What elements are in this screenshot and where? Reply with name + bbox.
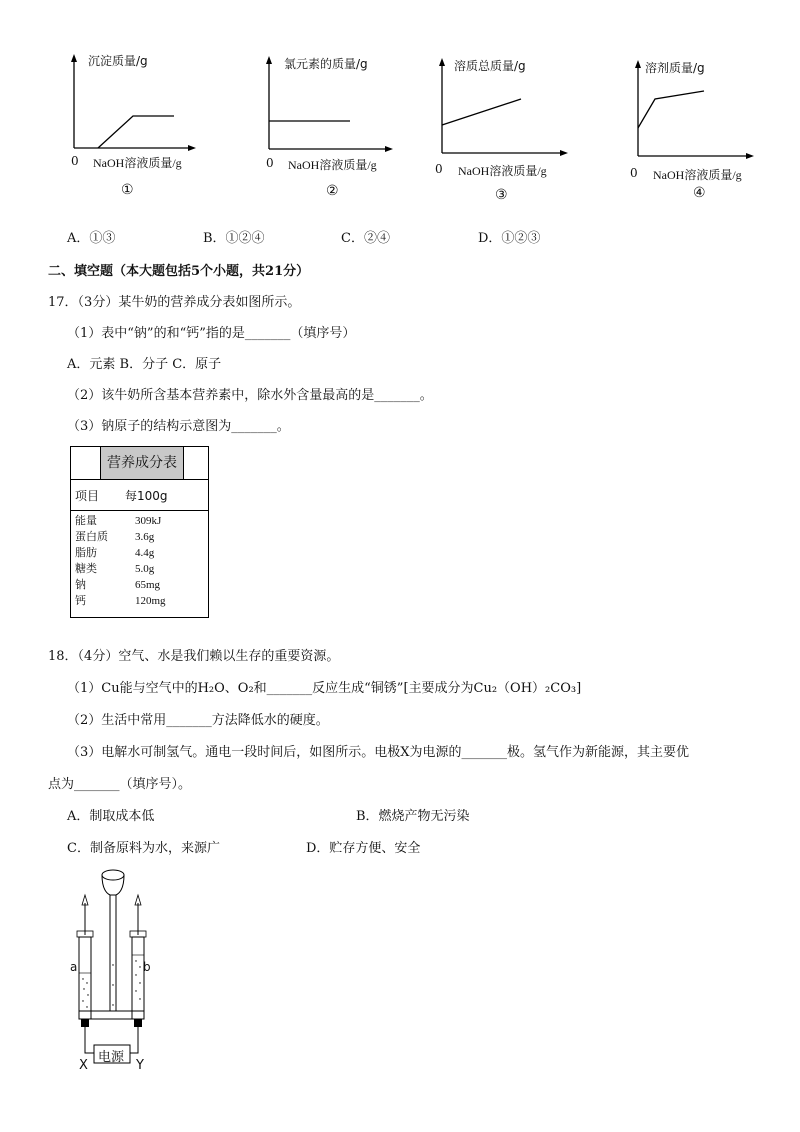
apparatus-power-label: 电源 [98,1050,125,1065]
q18-part-1: （1）Cu能与空气中的H₂O、O₂和_______反应生成“铜锈”[主要成分为Cu₂（OH）₂CO₃] [67,681,582,696]
graph-1-axes [60,50,210,200]
divider [71,479,208,480]
divider [71,510,208,511]
q18-part-2: （2）生活中常用_______方法降低水的硬度。 [67,713,329,728]
graph-4-ylabel: 溶剂质量/g [645,61,705,75]
apparatus-label-y: Y [136,1058,144,1073]
graph-2-origin: 0 [266,156,274,170]
q16-option-d: D．①②③ [478,231,541,246]
q18-option-b: B．燃烧产物无污染 [356,809,470,824]
q17-part-3: （3）钠原子的结构示意图为_______。 [67,419,290,434]
graph-1-origin: 0 [71,154,79,168]
q18-part-3a: （3）电解水可制氢气。通电一段时间后，如图所示。电极X为电源的_______极。氢气作为新能源，其主要优 [67,745,690,760]
graph-1-xlabel: NaOH溶液质量/g [93,156,182,170]
graph-4-xlabel: NaOH溶液质量/g [653,168,742,182]
q18-part-3b: 点为_______（填序号）。 [48,777,192,792]
graph-3-number: ③ [495,187,508,203]
q17-stem: 17．（3分）某牛奶的营养成分表如图所示。 [48,295,301,310]
graph-3-xlabel: NaOH溶液质量/g [458,164,547,178]
section-2-title: 二、填空题（本大题包括5个小题，共21分） [48,264,310,279]
apparatus-label-x: X [79,1058,88,1073]
q16-option-a: A．①③ [67,231,116,246]
graph-2-axes [255,50,405,200]
graph-2-ylabel: 氯元素的质量/g [284,57,368,71]
graph-3-ylabel: 溶质总质量/g [454,59,526,73]
q16-option-b: B．①②④ [203,231,265,246]
graph-1 [60,50,210,200]
q17-part-2: （2）该牛奶所含基本营养素中，除水外含量最高的是_______。 [67,388,433,403]
graph-3-origin: 0 [435,162,443,176]
nutrition-head-per: 每100g [125,489,168,503]
graph-2-number: ② [326,183,339,199]
graph-1-number: ① [121,182,134,198]
q18-option-a: A．制取成本低 [67,809,155,824]
graph-1-ylabel: 沉淀质量/g [88,54,148,68]
graph-4-number: ④ [693,185,706,201]
q17-part-1: （1）表中“钠”的和“钙”指的是_______（填序号） [67,326,356,341]
apparatus-label-a: a [70,960,78,974]
q18-stem: 18．（4分）空气、水是我们赖以生存的重要资源。 [48,649,340,664]
q18-option-d: D．贮存方便、安全 [306,841,421,856]
electrolysis-apparatus [60,865,180,1075]
apparatus-label-b: b [143,960,151,974]
nutrition-table: 营养成分表 项目 每100g 能量 309kJ 蛋白质 3.6g 脂肪 4.4g 糖类 5.0g 钠 65mg 钙 120mg [70,446,209,618]
q18-option-c: C．制备原料为水，来源广 [67,841,220,856]
graph-4 [624,54,774,204]
q17-part-1-options: A．元素 B．分子 C．原子 [67,357,222,372]
graph-2 [255,50,405,200]
graph-3-axes [428,52,578,202]
graph-3 [428,52,578,202]
graph-2-xlabel: NaOH溶液质量/g [288,158,377,172]
nutrition-head-item: 项目 [75,489,100,503]
nutrition-table-title: 营养成分表 [100,447,184,479]
apparatus-drawing [60,865,180,1075]
graph-4-origin: 0 [630,166,638,180]
q16-option-c: C．②④ [341,231,390,246]
